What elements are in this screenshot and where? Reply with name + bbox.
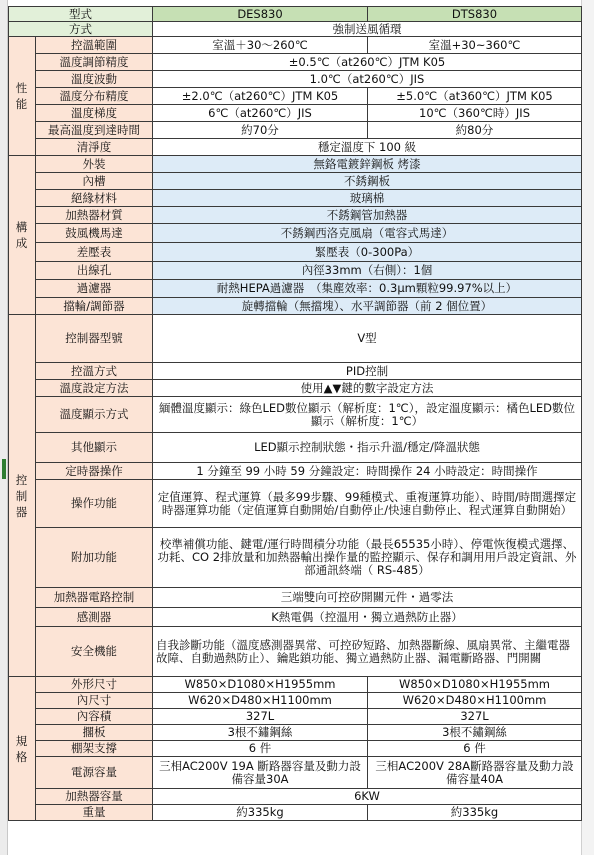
diffp-label: 差壓表 [36,243,153,262]
inner-dts: W620×D480×H1100mm [368,693,582,709]
damper-label: 擋輪/調節器 [36,298,153,315]
display-label: 溫度顯示方式 [36,397,153,433]
table-row [9,22,582,37]
fan-label: 鼓風機馬達 [36,224,153,243]
table-row [9,315,582,363]
power-label: 電源容量 [36,757,153,789]
set-method-value: 使用▲▼鍵的數字設定方法 [153,380,582,397]
table-row [9,71,582,88]
heater-ctrl-label: 加熱器電路控制 [36,588,153,608]
sensor-label: 感測器 [36,608,153,627]
model-dts830: DTS830 [368,7,582,22]
shelf-sup-label: 棚架支撐 [36,741,153,757]
power-des: 三相AC200V 19A 斷路器容量及動力設備容量30A [153,757,368,789]
reach-des: 約70分 [153,122,368,139]
category-structure: 構 成 [9,156,36,315]
ctrl-method-value: PID控制 [153,363,582,380]
heater-value: 不銹鋼管加熱器 [153,207,582,224]
insul-value: 玻璃棉 [153,190,582,207]
table-row [9,54,582,71]
volume-des: 327L [153,709,368,725]
filter-label: 過濾器 [36,280,153,298]
reach-label: 最高溫度到達時間 [36,122,153,139]
table-row [9,480,582,528]
ops-label: 操作功能 [36,480,153,528]
shelf-label: 擱板 [36,725,153,741]
shelf-sup-dts: 6 件 [368,741,582,757]
shelf-dts: 3根不鏽鋼絲 [368,725,582,741]
sensor-value: K熱電偶（控溫用・獨立過熱防止器） [153,608,582,627]
dist-dts: ±5.0℃（at360℃）JTM K05 [368,88,582,105]
table-row [9,139,582,156]
outer-dts: W850×D1080×H1955mm [368,677,582,693]
table-row [9,380,582,397]
table-row [9,105,582,122]
clean-value: 穩定溫度下 100 級 [153,139,582,156]
ctrl-model-value: V型 [153,315,582,363]
vertical-scrollbar[interactable] [581,0,594,855]
table-row [9,757,582,789]
model-label: 型式 [9,7,153,22]
selected-row-marker [2,459,6,479]
table-row [9,677,582,693]
grad-des: 6℃（at260℃）JIS [153,105,368,122]
table-row [9,7,582,22]
temp-range-label: 控溫範圍 [36,37,153,54]
category-controller: 控 制 器 [9,315,36,677]
row-header-gutter [0,0,8,855]
method-label: 方式 [9,22,153,37]
table-row [9,37,582,54]
heater-label: 加熱器材質 [36,207,153,224]
shelf-sup-des: 6 件 [153,741,368,757]
table-row [9,608,582,627]
table-row [9,463,582,480]
table-row [9,243,582,262]
ctrl-method-label: 控溫方式 [36,363,153,380]
inner-des: W620×D480×H1100mm [153,693,368,709]
inner-label: 內尺寸 [36,693,153,709]
table-row [9,397,582,433]
table-row [9,298,582,315]
other-disp-label: 其他顯示 [36,433,153,463]
method-value: 強制送風循環 [153,22,582,37]
volume-dts: 327L [368,709,582,725]
fan-value: 不銹鋼西洛克風扇（電容式馬達） [153,224,582,243]
table-row [9,789,582,805]
damper-value: 旋轉擋輪（無擋塊）、水平調節器（前 2 個位置） [153,298,582,315]
table-row [9,741,582,757]
timer-label: 定時器操作 [36,463,153,480]
fluct-value: 1.0℃（at260℃）JIS [153,71,582,88]
safety-value: 自我診斷功能（溫度感測器異常、可控矽短路、加熱器斷線、風扇異常、主繼電器故障、自動過熱防止）、鑰匙鎖功能、獨立過熱防止器、漏電斷路器、門開關 [153,627,582,677]
interior-label: 內槽 [36,173,153,190]
table-row [9,693,582,709]
insul-label: 絕緣材料 [36,190,153,207]
table-row [9,190,582,207]
heater-cap-value: 6KW [153,789,582,805]
table-row [9,224,582,243]
shelf-des: 3根不鏽鋼絲 [153,725,368,741]
weight-des: 約335kg [153,805,368,821]
diffp-value: 緊壓表（0-300Pa） [153,243,582,262]
table-row [9,88,582,105]
adj-acc-value: ±0.5℃（at260℃）JTM K05 [153,54,582,71]
temp-range-des: 室溫＋30～260℃ [153,37,368,54]
category-spec: 規 格 [9,677,36,821]
other-disp-value: LED顯示控制狀態・指示升溫/穩定/降溫狀態 [153,433,582,463]
table-row [9,280,582,298]
power-dts: 三相AC200V 28A斷路器容量及動力設備容量40A [368,757,582,789]
heater-ctrl-value: 三端雙向可控矽開關元件・過零法 [153,588,582,608]
table-row [9,588,582,608]
table-row [9,725,582,741]
volume-label: 內容積 [36,709,153,725]
temp-range-dts: 室溫+30~360℃ [368,37,582,54]
set-method-label: 溫度設定方法 [36,380,153,397]
interior-value: 不銹鋼板 [153,173,582,190]
table-row [9,122,582,139]
weight-label: 重量 [36,805,153,821]
ops-value: 定值運算、程式運算（最多99步驟、99種模式、重複運算功能）、時間/時間選擇定時器運算功能（定值運算自動開始/自動停止/快速自動停止、程式運算自動開始） [153,480,582,528]
timer-value: 1 分鐘至 99 小時 59 分鐘設定：時間操作 24 小時設定：時間操作 [153,463,582,480]
exterior-label: 外裝 [36,156,153,173]
fluct-label: 溫度波動 [36,71,153,88]
table-row [9,433,582,463]
ctrl-model-label: 控制器型號 [36,315,153,363]
dist-des: ±2.0℃（at260℃）JTM K05 [153,88,368,105]
grad-label: 溫度梯度 [36,105,153,122]
dist-label: 溫度分布精度 [36,88,153,105]
weight-dts: 約335kg [368,805,582,821]
table-row [9,627,582,677]
filter-value: 耐熱HEPA過濾器 （集塵效率：0.3μm顆粒99.97%以上） [153,280,582,298]
table-row [9,262,582,280]
grad-dts: 10℃（360℃時）JIS [368,105,582,122]
display-value: 緬體溫度顯示：綠色LED數位顯示（解析度：1℃），設定溫度顯示：橘色LED數位顯示（解析度：1℃） [153,397,582,433]
clean-label: 清淨度 [36,139,153,156]
port-value: 內徑33mm（右側）：1個 [153,262,582,280]
extra-value: 校準補償功能、鍵電/運行時間積分功能（最長65535小時）、停電恢復模式選擇、功耗、CO 2排放量和加熱器輸出操作量的監控顯示、保存和調用用戶設定資訊、外部通訊終端（ RS-485） [153,528,582,588]
outer-label: 外形尺寸 [36,677,153,693]
category-performance: 性 能 [9,37,36,156]
table-row [9,173,582,190]
table-row [9,528,582,588]
adj-acc-label: 溫度調節精度 [36,54,153,71]
table-row [9,207,582,224]
outer-des: W850×D1080×H1955mm [153,677,368,693]
table-row [9,363,582,380]
table-row [9,709,582,725]
model-des830: DES830 [153,7,368,22]
extra-label: 附加功能 [36,528,153,588]
table-row [9,805,582,821]
safety-label: 安全機能 [36,627,153,677]
table-row [9,156,582,173]
reach-dts: 約80分 [368,122,582,139]
exterior-value: 無鉻電鍍鋅鋼板 烤漆 [153,156,582,173]
spec-table [8,6,582,821]
port-label: 出線孔 [36,262,153,280]
heater-cap-label: 加熱器容量 [36,789,153,805]
